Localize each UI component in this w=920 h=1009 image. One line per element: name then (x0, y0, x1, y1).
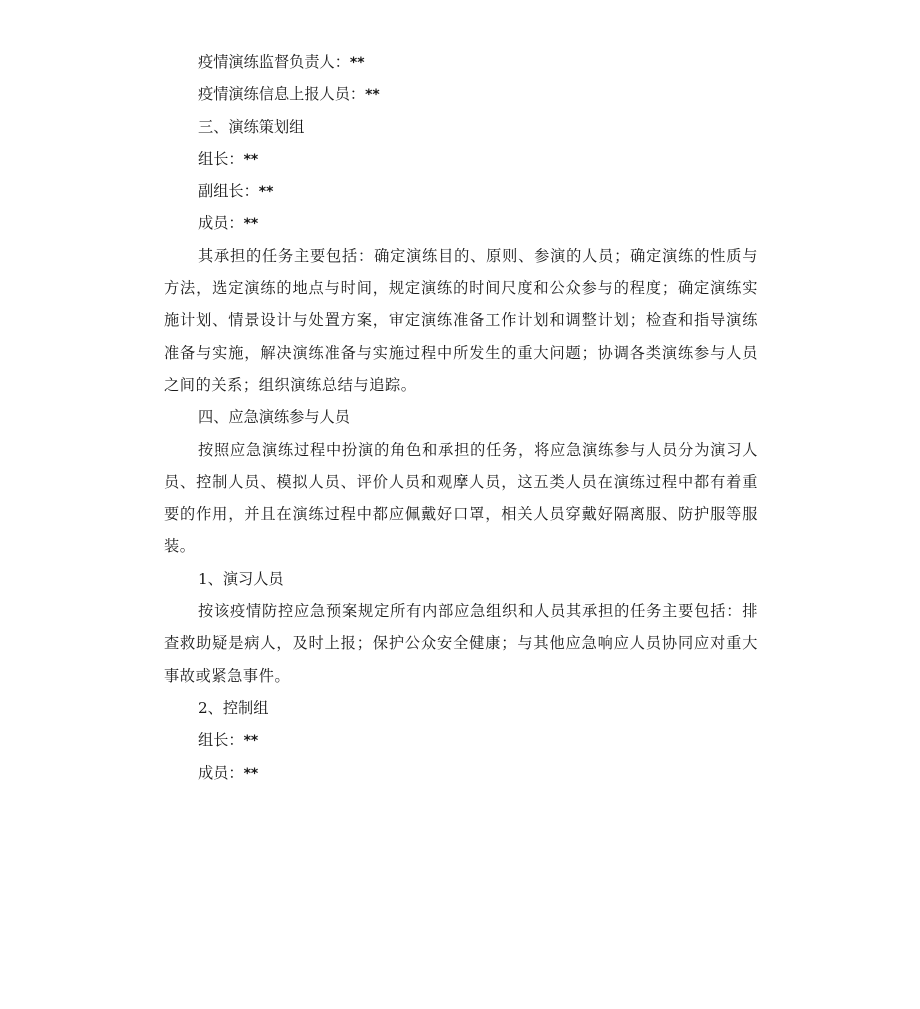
control-members-label: 成员： (198, 763, 244, 782)
planning-leader-value: ** (243, 151, 259, 168)
supervisor-line (164, 46, 758, 78)
control-leader-label: 组长： (198, 731, 244, 750)
planning-deputy-value: ** (258, 184, 274, 201)
planning-leader-line (164, 143, 758, 175)
supervisor-value: ** (349, 55, 365, 71)
control-leader-value: ** (243, 733, 259, 750)
control-members-line (164, 757, 758, 789)
planning-members-line (164, 207, 758, 239)
planning-duties-paragraph: 其承担的任务主要包括：确定演练目的、原则、参演的人员；确定演练的性质与方法，选定演练的地点与时间，规定演练的时间尺度和公众参与的程度；确定演练实施计划、情景设计与处置方案，审定演练准备工作计划和调整计划；检查和指导演练准备与实施，解决演练准备与实施过程中所发生的重大问题；协调各类演练参与人员之间的关系；组织演练总结与追踪。 (164, 246, 758, 394)
section-heading-participants: 四、应急演练参与人员 (198, 408, 350, 427)
planning-deputy-line (164, 175, 758, 207)
section-heading-planning-group: 三、演练策划组 (198, 117, 305, 136)
planning-leader-label: 组长： (198, 149, 244, 168)
control-leader-line (164, 724, 758, 756)
planning-deputy-label: 副组长： (198, 182, 259, 201)
planning-members-label: 成员： (198, 214, 244, 233)
document-body (164, 46, 758, 789)
reporter-label: 疫情演练信息上报人员： (198, 85, 366, 104)
subheading-exercise-personnel: 1、演习人员 (198, 569, 284, 588)
reporter-line (164, 78, 758, 110)
control-members-value: ** (243, 765, 259, 782)
supervisor-label: 疫情演练监督负责人： (198, 53, 350, 71)
exercise-personnel-paragraph: 按该疫情防控应急预案规定所有内部应急组织和人员其承担的任务主要包括：排查救助疑是病人，及时上报；保护公众安全健康；与其他应急响应人员协同应对重大事故或紧急事件。 (164, 602, 758, 685)
planning-members-value: ** (243, 216, 259, 233)
subheading-control-group: 2、控制组 (198, 698, 269, 717)
reporter-value: ** (365, 87, 380, 104)
participants-paragraph: 按照应急演练过程中扮演的角色和承担的任务，将应急演练参与人员分为演习人员、控制人员、模拟人员、评价人员和观摩人员，这五类人员在演练过程中都有着重要的作用，并且在演练过程中都应佩戴好口罩，相关人员穿戴好隔离服、防护服等服装。 (164, 440, 758, 556)
